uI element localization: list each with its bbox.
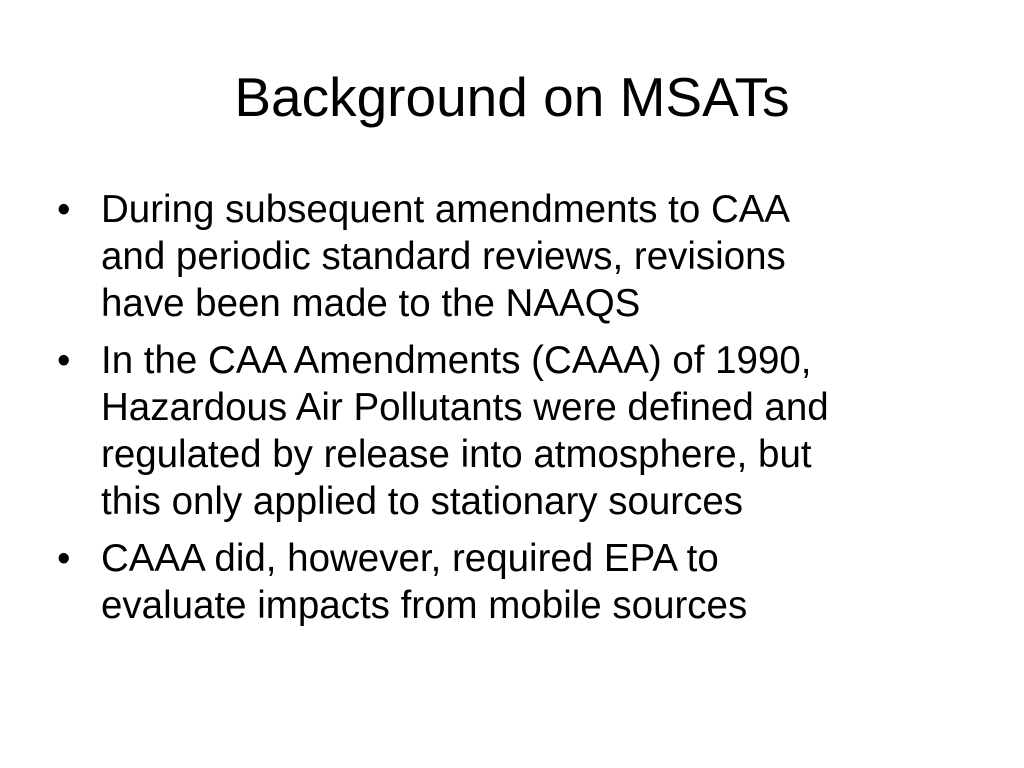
bullet-line: In the CAA Amendments (CAAA) of 1990, bbox=[101, 339, 812, 382]
bullet-item-1 bbox=[57, 186, 987, 327]
bullet-line: regulated by release into atmosphere, but bbox=[101, 433, 812, 476]
bullet-line: evaluate impacts from mobile sources bbox=[101, 584, 748, 627]
bullet-line: have been made to the NAAQS bbox=[101, 282, 641, 325]
bullet-list bbox=[57, 186, 987, 639]
bullet-line: CAAA did, however, required EPA to bbox=[101, 537, 719, 580]
bullet-icon: • bbox=[57, 339, 71, 382]
bullet-line: Hazardous Air Pollutants were defined and bbox=[101, 386, 829, 429]
bullet-line: and periodic standard reviews, revisions bbox=[101, 235, 786, 278]
bullet-line: this only applied to stationary sources bbox=[101, 480, 744, 523]
bullet-text bbox=[101, 186, 987, 327]
bullet-item-3 bbox=[57, 535, 987, 629]
bullet-text bbox=[101, 535, 987, 629]
bullet-line: During subsequent amendments to CAA bbox=[101, 188, 791, 231]
slide-title: Background on MSATs bbox=[234, 66, 790, 128]
bullet-icon: • bbox=[57, 537, 71, 580]
bullet-item-2 bbox=[57, 337, 987, 525]
bullet-icon: • bbox=[57, 188, 71, 231]
bullet-text bbox=[101, 337, 987, 525]
